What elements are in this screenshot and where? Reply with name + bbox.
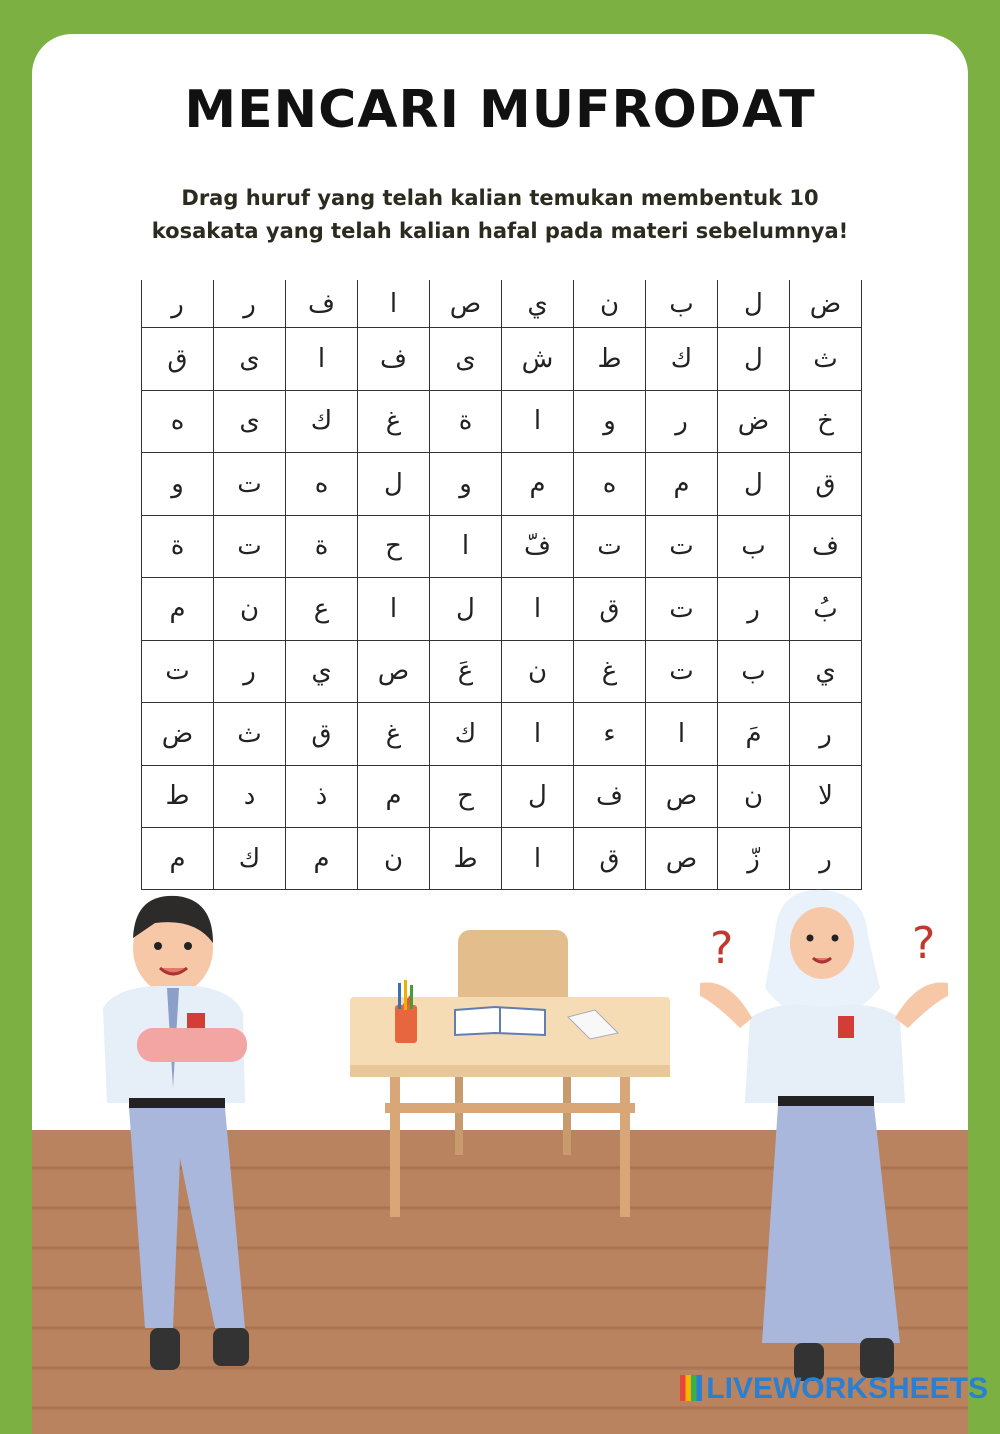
- grid-cell[interactable]: ت: [646, 577, 718, 640]
- page-title: MENCARI MUFRODAT: [184, 80, 816, 140]
- grid-cell[interactable]: ص: [646, 827, 718, 890]
- grid-cell[interactable]: ا: [502, 577, 574, 640]
- grid-cell[interactable]: ا: [502, 702, 574, 765]
- grid-cell[interactable]: ل: [718, 327, 790, 390]
- grid-cell[interactable]: خ: [790, 390, 862, 453]
- grid-cell[interactable]: ى: [430, 327, 502, 390]
- grid-cell[interactable]: ك: [430, 702, 502, 765]
- grid-cell[interactable]: ى: [214, 327, 286, 390]
- grid-cell[interactable]: م: [142, 577, 214, 640]
- grid-cell[interactable]: غ: [358, 390, 430, 453]
- grid-cell[interactable]: غ: [358, 702, 430, 765]
- grid-cell[interactable]: ه: [574, 452, 646, 515]
- grid-cell[interactable]: م: [358, 765, 430, 828]
- grid-cell[interactable]: د: [214, 765, 286, 828]
- instruction-line-1: Drag huruf yang telah kalian temukan membentuk 10: [181, 186, 819, 210]
- grid-cell[interactable]: ن: [358, 827, 430, 890]
- grid-cell[interactable]: ل: [430, 577, 502, 640]
- grid-cell[interactable]: ل: [718, 280, 790, 327]
- grid-cell[interactable]: ا: [358, 280, 430, 327]
- question-mark-left: ?: [710, 923, 734, 974]
- grid-cell[interactable]: ة: [286, 515, 358, 578]
- grid-cell[interactable]: ر: [142, 280, 214, 327]
- grid-cell[interactable]: ي: [286, 640, 358, 703]
- grid-cell[interactable]: ت: [214, 515, 286, 578]
- grid-cell[interactable]: ط: [430, 827, 502, 890]
- grid-cell[interactable]: م: [142, 827, 214, 890]
- grid-cell[interactable]: ص: [430, 280, 502, 327]
- grid-cell[interactable]: ص: [646, 765, 718, 828]
- question-mark-right: ?: [912, 918, 936, 969]
- letter-grid: [141, 280, 861, 890]
- grid-cell[interactable]: ر: [790, 827, 862, 890]
- grid-cell[interactable]: ا: [502, 390, 574, 453]
- grid-cell[interactable]: ي: [790, 640, 862, 703]
- grid-cell[interactable]: ن: [502, 640, 574, 703]
- grid-cell[interactable]: ر: [214, 280, 286, 327]
- grid-cell[interactable]: ا: [646, 702, 718, 765]
- grid-cell[interactable]: ح: [430, 765, 502, 828]
- grid-cell[interactable]: ة: [142, 515, 214, 578]
- grid-cell[interactable]: ر: [214, 640, 286, 703]
- brand-text: LIVEWORKSHEETS: [706, 1372, 988, 1405]
- grid-cell[interactable]: ش: [502, 327, 574, 390]
- grid-cell[interactable]: ب: [718, 640, 790, 703]
- girl-student-illustration: [690, 888, 960, 1388]
- grid-cell[interactable]: زّ: [718, 827, 790, 890]
- grid-cell[interactable]: لا: [790, 765, 862, 828]
- grid-cell[interactable]: ت: [646, 640, 718, 703]
- grid-cell[interactable]: ض: [142, 702, 214, 765]
- grid-cell[interactable]: ث: [214, 702, 286, 765]
- grid-cell[interactable]: ق: [142, 327, 214, 390]
- liveworksheets-mark-icon: [680, 1375, 702, 1401]
- grid-cell[interactable]: ت: [646, 515, 718, 578]
- grid-cell[interactable]: ن: [718, 765, 790, 828]
- grid-cell[interactable]: ر: [646, 390, 718, 453]
- grid-cell[interactable]: ح: [358, 515, 430, 578]
- grid-cell[interactable]: ط: [574, 327, 646, 390]
- grid-cell[interactable]: ف: [790, 515, 862, 578]
- grid-cell[interactable]: و: [142, 452, 214, 515]
- grid-cell[interactable]: ف: [574, 765, 646, 828]
- grid-cell[interactable]: ت: [142, 640, 214, 703]
- grid-cell[interactable]: ص: [358, 640, 430, 703]
- grid-cell[interactable]: ذ: [286, 765, 358, 828]
- grid-cell[interactable]: ف: [358, 327, 430, 390]
- grid-cell[interactable]: ا: [430, 515, 502, 578]
- grid-cell[interactable]: ه: [142, 390, 214, 453]
- grid-cell[interactable]: ك: [646, 327, 718, 390]
- grid-cell[interactable]: ب: [718, 515, 790, 578]
- grid-cell[interactable]: ع: [286, 577, 358, 640]
- grid-cell[interactable]: ط: [142, 765, 214, 828]
- grid-cell[interactable]: م: [286, 827, 358, 890]
- instruction-text: [120, 182, 880, 248]
- grid-cell[interactable]: و: [430, 452, 502, 515]
- grid-cell[interactable]: ر: [790, 702, 862, 765]
- grid-cell[interactable]: م: [502, 452, 574, 515]
- grid-cell[interactable]: ق: [790, 452, 862, 515]
- grid-cell[interactable]: ق: [574, 827, 646, 890]
- grid-cell[interactable]: ض: [790, 280, 862, 327]
- grid-cell[interactable]: ت: [214, 452, 286, 515]
- desk-illustration: [340, 925, 680, 1225]
- instruction-line-2: kosakata yang telah kalian hafal pada materi sebelumnya!: [151, 219, 849, 243]
- grid-cell[interactable]: ل: [718, 452, 790, 515]
- grid-cell[interactable]: ب: [646, 280, 718, 327]
- grid-cell[interactable]: ن: [574, 280, 646, 327]
- grid-cell[interactable]: ل: [358, 452, 430, 515]
- grid-cell[interactable]: عَ: [430, 640, 502, 703]
- grid-cell[interactable]: ء: [574, 702, 646, 765]
- grid-cell[interactable]: بُ: [790, 577, 862, 640]
- grid-cell[interactable]: ه: [286, 452, 358, 515]
- grid-cell[interactable]: ل: [502, 765, 574, 828]
- liveworksheets-logo: [680, 1372, 988, 1406]
- grid-cell[interactable]: ق: [574, 577, 646, 640]
- grid-cell[interactable]: غ: [574, 640, 646, 703]
- grid-cell[interactable]: ك: [286, 390, 358, 453]
- grid-cell[interactable]: ر: [718, 577, 790, 640]
- grid-cell[interactable]: و: [574, 390, 646, 453]
- grid-cell[interactable]: ك: [214, 827, 286, 890]
- grid-cell[interactable]: ا: [358, 577, 430, 640]
- grid-cell[interactable]: ى: [214, 390, 286, 453]
- grid-cell[interactable]: ا: [286, 327, 358, 390]
- grid-cell[interactable]: ا: [502, 827, 574, 890]
- grid-cell[interactable]: م: [646, 452, 718, 515]
- boy-student-illustration: [95, 888, 295, 1388]
- grid-cell[interactable]: مَ: [718, 702, 790, 765]
- grid-cell[interactable]: ي: [502, 280, 574, 327]
- grid-cell[interactable]: ث: [790, 327, 862, 390]
- grid-cell[interactable]: فّ: [502, 515, 574, 578]
- grid-cell[interactable]: ة: [430, 390, 502, 453]
- grid-cell[interactable]: ت: [574, 515, 646, 578]
- grid-cell[interactable]: ق: [286, 702, 358, 765]
- grid-cell[interactable]: ن: [214, 577, 286, 640]
- grid-cell[interactable]: ض: [718, 390, 790, 453]
- grid-cell[interactable]: ف: [286, 280, 358, 327]
